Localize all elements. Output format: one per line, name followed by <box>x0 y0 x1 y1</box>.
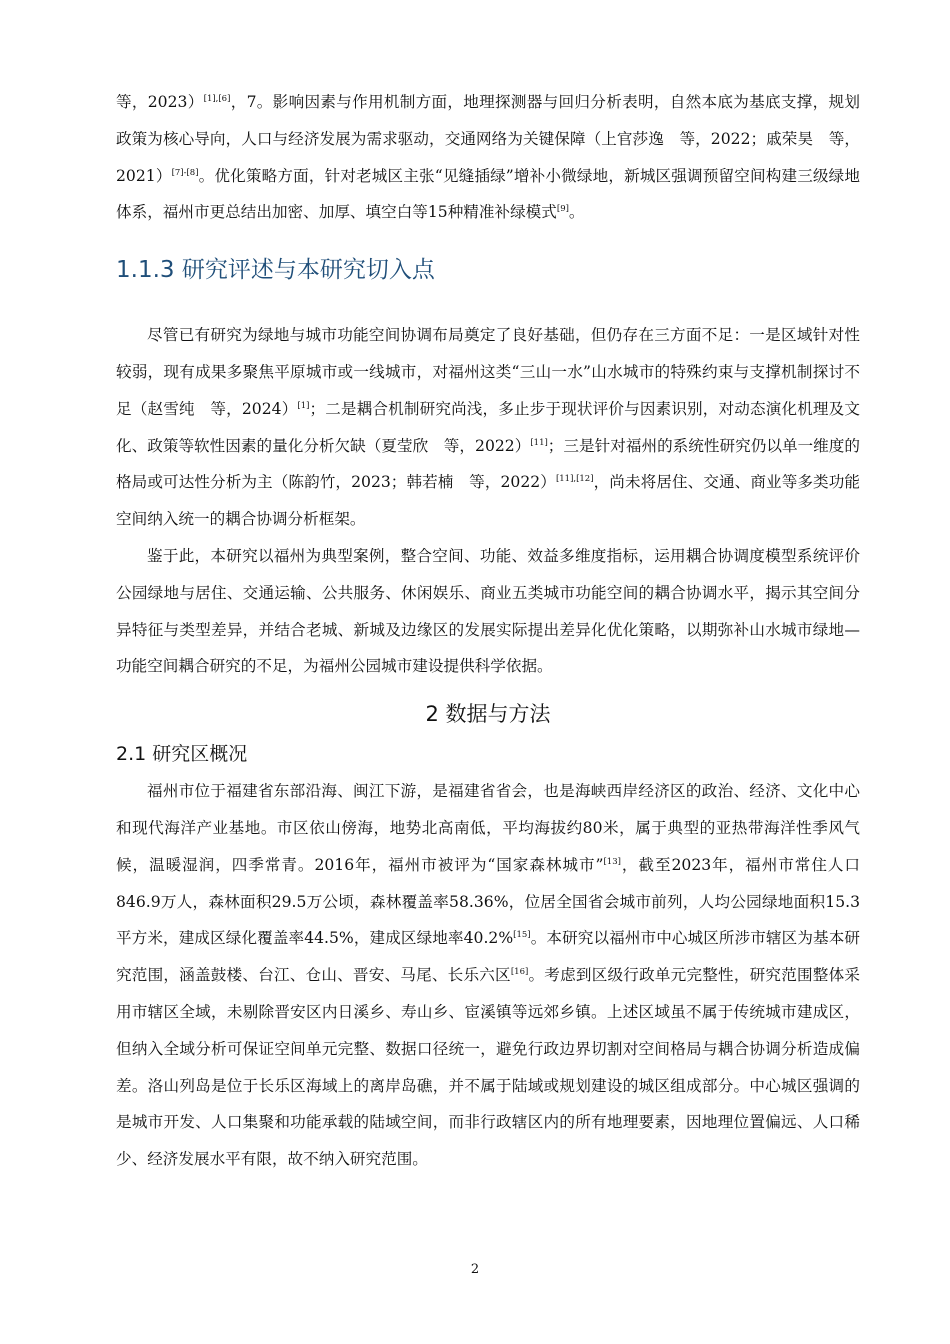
study-area-paragraph: 福州市位于福建省东部沿海、闽江下游，是福建省省会，也是海峡西岸经济区的政治、经济、文化中心和现代海洋产业基地。市区依山傍海，地势北高南低，平均海拔约80米，属于典型的亚热带海洋性季风气候，温暖湿润，四季常青。2016年，福州市被评为“国家森林城市”[13]，截至2023年，福州市常住人口846.9万人，森林面积29.5万公顷，森林覆盖率58.36%，位居全国省会城市前列，人均公园绿地面积15.3平方米，建成区绿化覆盖率44.5%，建成区绿地率40.2%[15]。本研究以福州市中心城区所涉市辖区为基本研究范围，涵盖鼓楼、台江、仓山、晋安、马尾、长乐六区[16]。考虑到区级行政单元完整性，研究范围整体采用市辖区全域，未剔除晋安区内日溪乡、寿山乡、宦溪镇等远郊乡镇。上述区域虽不属于传统城市建成区，但纳入全域分析可保证空间单元完整、数据口径统一，避免行政边界切割对空间格局与耦合协调分析造成偏差。洛山列岛是位于长乐区海域上的离岸岛礁，并不属于陆域或规划建设的城区组成部分。中心城区强调的是城市开发、人口集聚和功能承载的陆域空间，而非行政辖区内的所有地理要素，因地理位置偏远、人口稀少、经济发展水平有限，故不纳入研究范围。 <box>116 782 860 1169</box>
approach-paragraph: 鉴于此，本研究以福州为典型案例，整合空间、功能、效益多维度指标，运用耦合协调度模型系统评价公园绿地与居住、交通运输、公共服务、休闲娱乐、商业五类城市功能空间的耦合协调水平，揭示其空间分异特征与类型差异，并结合老城、新城及边缘区的发展实际提出差异化优化策略，以期弥补山水城市绿地—功能空间耦合研究的不足，为福州公园城市建设提供科学依据。 <box>116 546 860 676</box>
citation-superscript: [1],[6] <box>203 94 231 104</box>
citation-superscript: [11] <box>530 437 548 448</box>
page-number: 2 <box>470 1262 480 1277</box>
citation-superscript: [1] <box>297 400 310 411</box>
citation-superscript: [9] <box>556 204 569 215</box>
citation-superscript: [16] <box>510 967 529 978</box>
continued-paragraph: 等，2023）[1],[6]，7。影响因素与作用机制方面，地理探测器与回归分析表明，自然本底为基底支撑，规划政策为核心导向，人口与经济发展为需求驱动，交通网络为关键保障（上官莎逸 等，2022；戚荣昊 等，2021）[7]-[8]。优化策略方面，针对老城区主张“见缝插绿”增补小微绿地，新城区强调预留空间构建三级绿地体系，福州市更总结出加密、加厚、填空白等15种精准补绿模式[9]。 <box>116 93 861 222</box>
chapter-2-heading: 2 数据与方法 <box>425 702 551 727</box>
section-2-1-heading: 2.1 研究区概况 <box>116 743 248 766</box>
citation-superscript: [11],[12] <box>555 474 594 485</box>
citation-superscript: [7]-[8] <box>171 167 199 178</box>
review-paragraph: 尽管已有研究为绿地与城市功能空间协调布局奠定了良好基础，但仍存在三方面不足：一是区域针对性较弱，现有成果多聚焦平原城市或一线城市，对福州这类“三山一水”山水城市的特殊约束与支撑机制探讨不足（赵雪纯 等，2024）[1]；二是耦合机制研究尚浅，多止步于现状评价与因素识别，对动态演化机理及文化、政策等软性因素的量化分析欠缺（夏莹欣 等，2022）[11]；三是针对福州的系统性研究仍以单一维度的格局或可达性分析为主（陈韵竹，2023；韩若楠 等，2022）[11],[12]，尚未将居住、交通、商业等多类功能空间纳入统一的耦合协调分析框架。 <box>116 326 860 529</box>
page-body <box>116 84 860 1178</box>
citation-superscript: [15] <box>513 930 531 941</box>
citation-superscript: [13] <box>603 856 621 867</box>
section-1-1-3-heading: 1.1.3 研究评述与本研究切入点 <box>116 257 435 284</box>
